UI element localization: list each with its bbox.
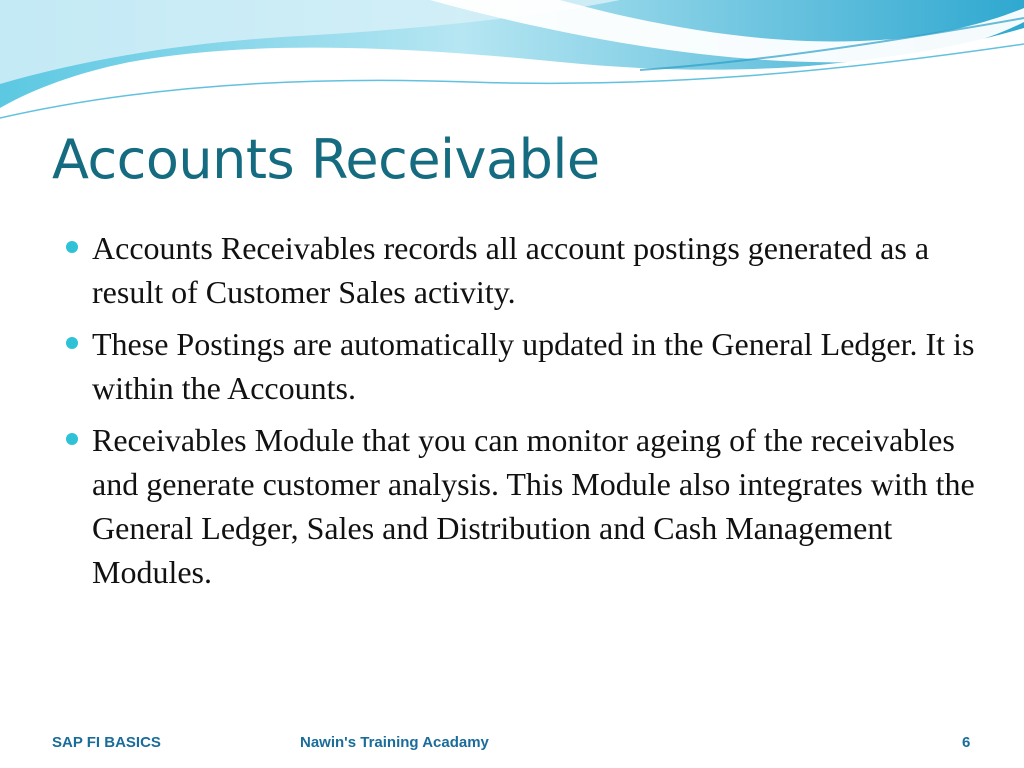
footer-academy-name: Nawin's Training Acadamy: [300, 734, 489, 751]
bullet-list: [92, 226, 992, 602]
footer-page-number: 6: [962, 734, 971, 751]
bullet-dot-icon: [66, 337, 78, 349]
slide-title: Accounts Receivable: [52, 128, 600, 191]
bullet-item: [92, 322, 992, 410]
bullet-item: [92, 418, 992, 594]
bullet-text: These Postings are automatically updated in the General Ledger. It is within the Accounts.: [92, 326, 975, 406]
bullet-text: Receivables Module that you can monitor ageing of the receivables and generate customer analysis. This Module also integrates with the General Ledger, Sales and Distribution and Cash Management Modules.: [92, 422, 975, 590]
bullet-dot-icon: [66, 433, 78, 445]
footer-course-name: SAP FI BASICS: [52, 734, 161, 751]
header-wave-decoration: [0, 0, 1024, 130]
bullet-text: Accounts Receivables records all account postings generated as a result of Customer Sales activity.: [92, 230, 930, 310]
bullet-dot-icon: [66, 241, 78, 253]
bullet-item: [92, 226, 992, 314]
